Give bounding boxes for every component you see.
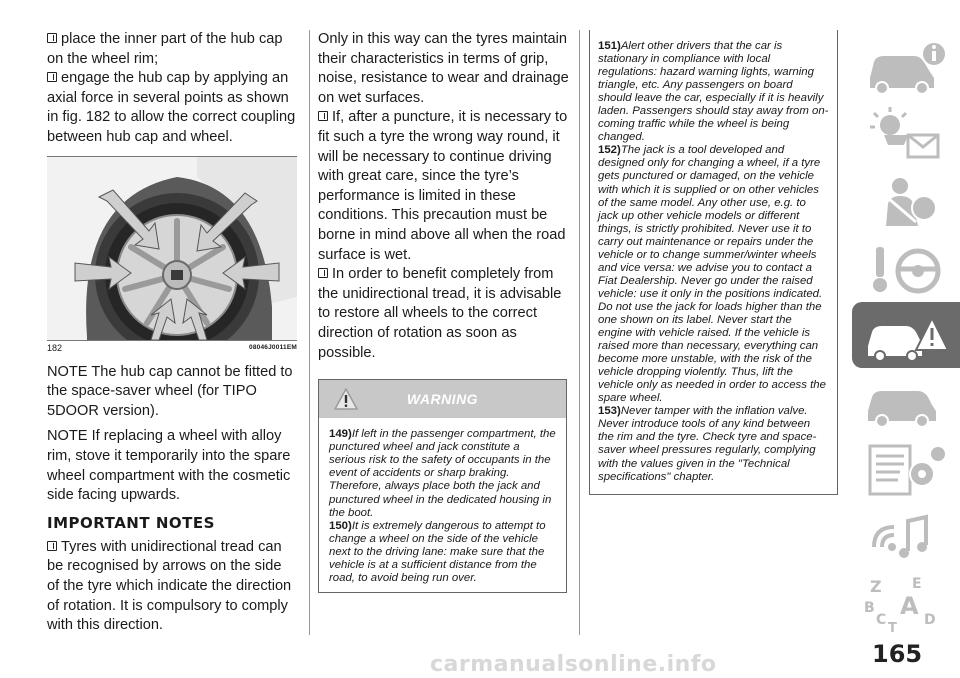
figure-hub-cap [47, 156, 297, 341]
chapter-tab-car-info[interactable] [852, 34, 960, 100]
column-3 [589, 30, 838, 495]
warning-title: WARNING [406, 391, 479, 408]
safety-airbag-icon [860, 172, 952, 230]
warning-box [318, 379, 567, 593]
warning-item: 149)If left in the passenger compartment, the punctured wheel and jack constitute a serious risk to the safety of occupants in the event of accidents or sharp braking. Therefore, always place both the jack and punctured wheel in the dedicated housing in the boot. [329, 428, 556, 519]
bullet-icon [47, 33, 57, 43]
bullet-icon [47, 72, 57, 82]
chapter-tab-technical-specs[interactable] [852, 436, 960, 502]
bullet-paragraph: In order to benefit completely from the unidirectional tread, it is advisable to restore all wheels to the correct direction of rotation as soon as possible. [318, 266, 562, 361]
note-paragraph: NOTE The hub cap cannot be fitted to the space-saver wheel (for TIPO 5DOOR version). [47, 363, 293, 419]
figure-code: 08046J0011EM [249, 343, 297, 351]
technical-specs-gear-icon [860, 440, 952, 498]
warning-item: 151)Alert other drivers that the car is stationary in compliance with local regulations: hazard warning lights, warning triangle, etc. Any passengers on board should leave the car, especially if it is heavily laden. Passengers should stay away from on-coming traffic while the wheel is being changed. [598, 40, 829, 144]
emergency-breakdown-icon [860, 306, 952, 364]
dashboard-lights-icon [860, 105, 952, 163]
chapter-tab-dashboard-lights[interactable] [852, 101, 960, 167]
alphabetical-index-icon [860, 574, 952, 632]
index-letter: D [924, 612, 936, 628]
column-divider-1 [309, 30, 310, 635]
index-letter: C [876, 612, 887, 628]
chapter-tab-starting-driving[interactable] [852, 235, 960, 301]
bullet-paragraph: Tyres with unidirectional tread can be recognised by arrows on the side of the tyre which indicate the direction of rotation. It is compulsory to comply with this direction. [47, 538, 292, 634]
warning-continuation-box [589, 30, 838, 495]
warning-item: 150)It is extremely dangerous to attempt to change a wheel on the side of the vehicle next to the driving lane: make sure that the vehicle is at a sufficient distance from the road, to avoid being run over. [329, 519, 546, 585]
index-letter: B [864, 600, 875, 616]
watermark-text: carmanualsonline.info [430, 652, 717, 677]
chapter-tab-emergency[interactable] [852, 302, 960, 368]
index-letter: A [900, 592, 919, 620]
warning-item: 152)The jack is a tool developed and designed only for changing a wheel, if a tyre gets punctured or damaged, on the vehicle with which it is supplied or on other vehicles of the same model. Any other use, e.g. to jack up other vehicle models or different things, is strictly prohibited. Never use it to carry out maintenance or repairs under the vehicle or to change summer/winter wheels and vice versa: we advise you to contact a Fiat Dealership. Never go under the raised vehicle: use it only in the positions indicated. Do not use the jack for loads higher than the one shown on its label. Never start the engine with vehicle raised. If the vehicle is raised more than necessary, everything can become more unstable, with the risk of the vehicle dropping violently. Thus, lift the vehicle only as needed in order to access the spare wheel. [598, 144, 826, 405]
warning-header [319, 380, 566, 418]
column-2 [318, 30, 570, 593]
bullet-paragraph: place the inner part of the hub cap on the wheel rim; [47, 31, 283, 67]
chapter-tab-safety[interactable] [852, 168, 960, 234]
section-heading: IMPORTANT NOTES [47, 513, 215, 532]
bullet-icon [318, 268, 328, 278]
warning-triangle-icon [333, 387, 359, 411]
bullet-icon [318, 111, 328, 121]
bullet-icon [47, 541, 57, 551]
warning-body [319, 418, 566, 592]
steering-wheel-key-icon [860, 239, 952, 297]
column-1 [47, 30, 297, 642]
index-letter: T [888, 621, 897, 632]
chapter-tab-maintenance[interactable] [852, 369, 960, 435]
index-letter: E [912, 576, 922, 592]
hub-cap-illustration [47, 157, 297, 340]
car-maintenance-icon [860, 373, 952, 431]
chapter-tab-index[interactable] [852, 570, 960, 636]
page-number: 165 [872, 640, 923, 668]
note-paragraph: NOTE If replacing a wheel with alloy rim, stove it temporarily into the spare wheel compartment with the cosmetic side facing upwards. [47, 428, 291, 504]
car-info-icon [860, 38, 952, 96]
chapter-tab-multimedia[interactable] [852, 503, 960, 569]
bullet-paragraph: engage the hub cap by applying an axial force in several points as shown in fig. 182 to allow the correct coupling between hub cap and wheel. [47, 70, 296, 145]
bullet-paragraph: If, after a puncture, it is necessary to fit such a tyre the wrong way round, it will be necessary to continue driving with great care, since the tyre’s performance is limited in these conditions. This precaution must be borne in mind above all when the road surface is wet. [318, 109, 568, 263]
index-letter: Z [870, 577, 882, 596]
body-paragraph: Only in this way can the tyres maintain their characteristics in terms of grip, noise, resistance to wear and drainage on wet surfaces. [318, 31, 569, 106]
chapter-sidebar [852, 34, 960, 637]
warning-item: 153)Never tamper with the inflation valve. Never introduce tools of any kind between the rim and the tyre. Check tyre and space-saver wheel pressures regularly, complying with the values given in the "Technical specifications" chapter. [598, 405, 817, 483]
multimedia-icon [860, 507, 952, 565]
column-divider-2 [579, 30, 580, 635]
figure-number: 182 [47, 342, 63, 353]
figure-caption [47, 341, 297, 353]
